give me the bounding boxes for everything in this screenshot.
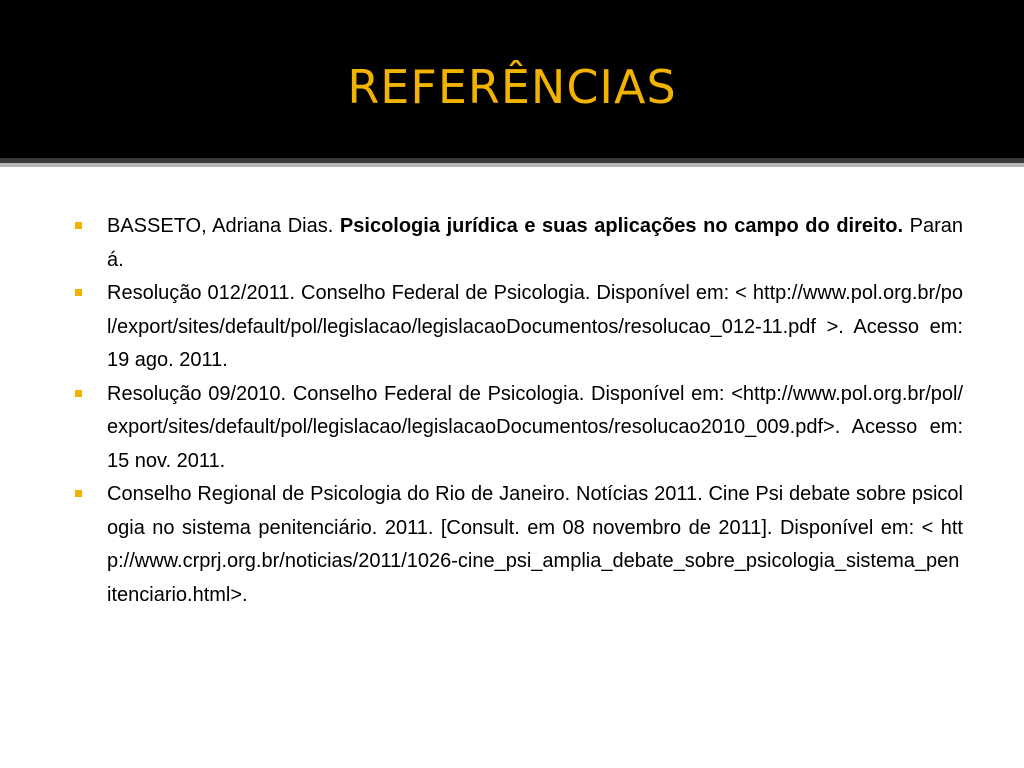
reference-author: BASSETO, Adriana Dias.	[107, 215, 340, 237]
slide-title: REFERÊNCIAS	[347, 60, 677, 114]
reference-text: Resolução 012/2011. Conselho Federal de Psicologia. Disponível em: < http://www.pol.org.br/pol/export/sites/default/pol/legislacao/legislacaoDocumentos/resolucao_012-11.pdf >. Acesso em: 19 ago. 2011.	[107, 282, 963, 371]
title-divider-light	[0, 163, 1024, 167]
reference-publisher: Paraná.	[107, 215, 963, 271]
bullet-square-icon	[75, 490, 82, 497]
reference-text: Conselho Regional de Psicologia do Rio de Janeiro. Notícias 2011. Cine Psi debate sobre psicologia no sistema penitenciário. 2011. [Consult. em 08 novembro de 2011]. Disponível em: < http://www.crprj.org.br/noticias/2011/1026-cine_psi_amplia_debate_sobre_psicologia_sistema_penitenciario.html>.	[107, 483, 963, 606]
title-bar	[0, 0, 1024, 158]
reference-item	[75, 478, 963, 612]
bullet-square-icon	[75, 289, 82, 296]
reference-text: Resolução 09/2010. Conselho Federal de Psicologia. Disponível em: <http://www.pol.org.br/pol/export/sites/default/pol/legislacao/legislacaoDocumentos/resolucao2010_009.pdf>. Acesso em: 15 nov. 2011.	[107, 382, 963, 472]
reference-item	[75, 378, 963, 479]
bullet-square-icon	[75, 390, 82, 397]
bullet-square-icon	[75, 222, 82, 229]
reference-list	[75, 210, 963, 612]
reference-work-title: Psicologia jurídica e suas aplicações no campo do direito.	[339, 215, 903, 237]
reference-item	[75, 277, 963, 378]
reference-item	[75, 210, 963, 277]
